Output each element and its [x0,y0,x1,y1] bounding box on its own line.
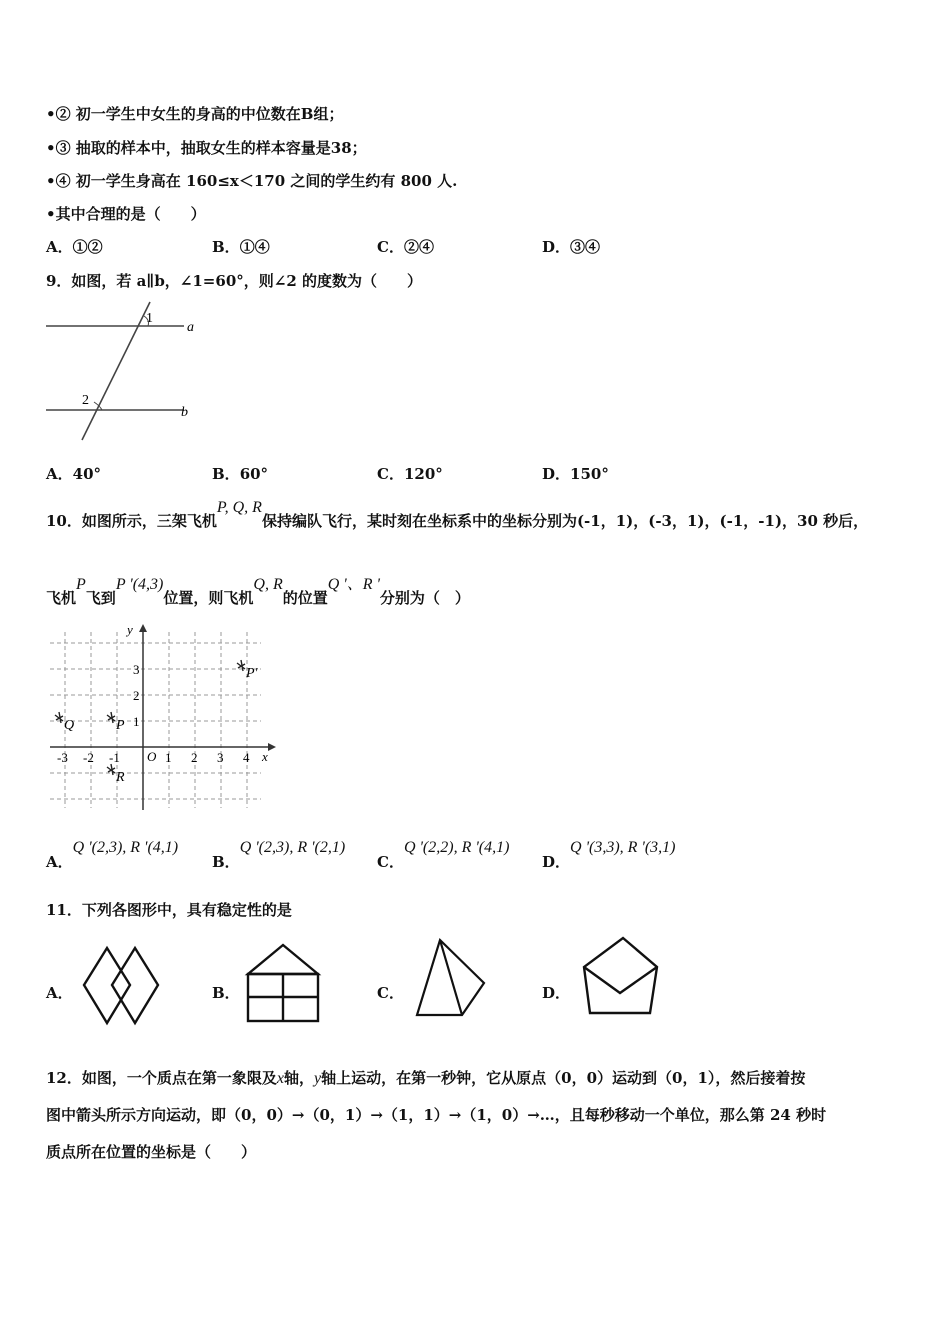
option-text: Q '(2,2), R '(4,1) [403,839,510,856]
q10-text: 飞机 [46,589,77,607]
plane-label-r: R [116,770,125,785]
option-text: 120° [403,465,443,483]
q12-math-y: y [314,1070,322,1087]
option-text: 60° [239,465,269,483]
y-tick-label: 3 [133,662,140,677]
q10-text: 飞到 [85,589,116,607]
q9-option-b [212,463,268,484]
x-axis-label: x [262,749,268,764]
q8-statement-2: •② 初一学生中女生的身高的中位数在B组； [46,105,344,123]
q8-question: •其中合理的是（ ） [46,205,206,223]
q11-option-c-triangle-icon [414,937,489,1022]
origin-label: O [147,749,157,764]
q10-text: 10．如图所示，三架飞机 [46,512,217,530]
option-label: B． [212,853,240,871]
option-label: D． [542,465,571,483]
q12-line-3: 质点所在位置的坐标是（ ） [46,1143,257,1161]
q11-option-c-label: C． [377,984,404,1002]
q10-text: 的位置 [282,589,328,607]
q9-option-c [377,463,443,484]
q8-option-a [46,236,103,257]
option-label: C． [377,853,404,871]
option-label: B． [212,238,240,256]
q8-statement-3: •③ 抽取的样本中，抽取女生的样本容量是38； [46,139,367,157]
y-tick-label: 2 [133,688,140,703]
line-a-label: a [187,320,194,335]
transversal [82,302,150,440]
y-tick-label: 1 [133,714,140,729]
q10-option-d [542,836,676,871]
q11-option-b-house-icon [244,942,324,1027]
option-text: Q '(2,3), R '(2,1) [239,839,346,856]
x-tick-label: -1 [109,750,120,765]
q10-text: 位置，则飞机 [163,589,254,607]
q10-option-b [212,836,346,871]
option-text: ①② [72,238,103,256]
q10-text: 分别为（ ） [379,589,470,607]
q10-math-p-prime: P '(4,3) [115,576,164,593]
option-label: D． [542,853,571,871]
option-label: C． [377,238,404,256]
x-tick-label: 3 [217,750,224,765]
plane-label-q: Q [64,718,75,733]
q10-text: 保持编队飞行，某时刻在坐标系中的坐标分别为(-1，1)，(-3，1)，(-1，-1)，30 秒后， [261,512,869,530]
x-axis-arrow [268,743,276,751]
q12-text: 轴上运动，在第一秒钟，它从原点（0，0）运动到（0，1），然后接着按 [321,1069,806,1087]
q10-math-qr: Q, R [253,576,283,593]
angle-2-label: 2 [82,393,89,408]
q8-option-d [542,236,600,257]
x-tick-label: -3 [57,750,68,765]
option-text: Q '(2,3), R '(4,1) [72,839,179,856]
x-tick-label: 2 [191,750,198,765]
option-label: B． [212,465,240,483]
angle-1-label: 1 [146,311,153,326]
q11-option-a-two-rhombi-icon [82,945,162,1030]
plane-label-p: P [116,718,125,733]
q10-line-1 [46,499,869,531]
q12-line-1 [46,1067,805,1088]
option-text: ①④ [239,238,270,256]
q10-math-pqr: P, Q, R [216,499,262,516]
option-text: ②④ [403,238,434,256]
q12-text: 轴， [284,1069,315,1087]
option-text: Q '(3,3), R '(3,1) [570,839,676,856]
line-b-label: b [181,405,188,420]
option-label: C． [377,465,404,483]
q8-option-c [377,236,434,257]
q11-option-d-label: D． [542,984,571,1002]
q11-option-a-label: A． [46,984,73,1002]
option-label: D． [542,238,571,256]
option-label: A． [46,238,73,256]
q12-math-x: x [276,1070,284,1087]
option-text: 40° [72,465,102,483]
q11-question: 11．下列各图形中，具有稳定性的是 [46,901,292,919]
q11-option-b-label: B． [212,984,240,1002]
option-label: A． [46,853,73,871]
x-tick-label: -2 [83,750,94,765]
q12-line-2: 图中箭头所示方向运动，即（0，0）→（0，1）→（1，1）→（1，0）→…，且每秒移动一个单位，那么第 24 秒时 [46,1106,827,1124]
option-label: A． [46,465,73,483]
q10-math-p: P [76,576,86,593]
x-tick-label: 4 [243,750,250,765]
q9-question: 9．如图，若 a∥b，∠1=60°，则∠2 的度数为（ ） [46,272,422,290]
q10-line-2 [46,576,470,608]
q10-coordinate-grid [46,622,278,812]
q10-option-c [377,836,510,871]
option-text: 150° [570,465,609,483]
y-axis-arrow [139,624,147,632]
option-text: ③④ [570,238,601,256]
q8-option-b [212,236,270,257]
q10-math-qr-prime: Q '、R ' [327,576,380,593]
q10-option-a [46,836,179,871]
q11-option-d-pentagon-icon [580,935,665,1020]
q9-option-d [542,463,609,484]
q8-statement-4: •④ 初一学生身高在 160≤x＜170 之间的学生约有 800 人. [46,172,458,190]
x-tick-label: 1 [165,750,172,765]
q9-parallel-lines-figure [44,298,204,443]
q9-option-a [46,463,101,484]
y-axis-label: y [127,622,133,637]
q12-text: 12．如图，一个质点在第一象限及 [46,1069,277,1087]
plane-label-p-prime: P' [246,666,258,681]
